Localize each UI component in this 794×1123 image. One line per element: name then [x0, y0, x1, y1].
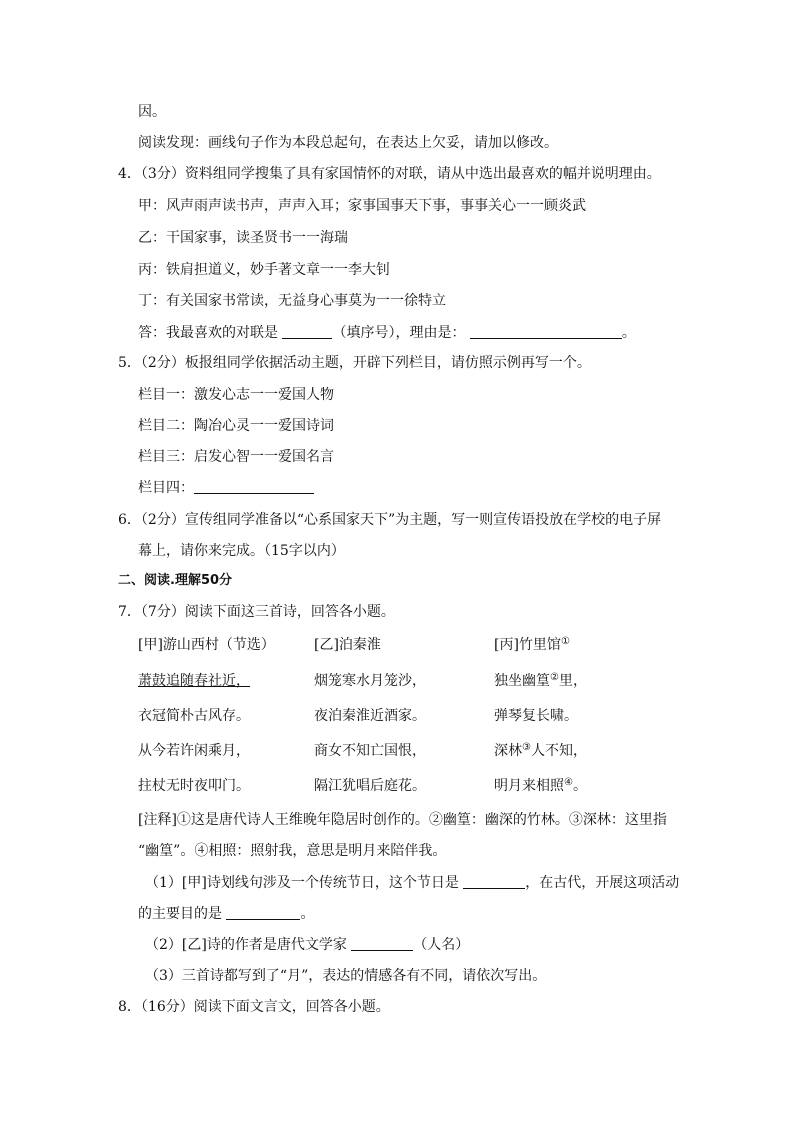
festival-blank[interactable]: [463, 875, 525, 889]
poem-yi-title: [乙]泊秦淮: [314, 637, 381, 653]
question-5: 5．（2分）板报组同学依据活动主题，开辟下列栏目，请仿照示例再写一个。: [118, 355, 591, 371]
poem-yi-line: 夜泊秦淮近酒家。: [314, 708, 426, 724]
poem-bing-title: [丙]竹里馆①: [494, 636, 570, 653]
poem-yi-line: 商女不知亡国恨，: [314, 743, 426, 759]
poem-jia-line: 拄杖无时夜叩门。: [138, 778, 250, 794]
purpose-blank[interactable]: [226, 906, 300, 920]
subquestion-2: [145, 936, 469, 954]
poem-yi-line: 烟笼寒水月笼沙，: [314, 673, 426, 689]
question-7: 7．（7分）阅读下面这三首诗，回答各小题。: [118, 604, 395, 620]
couplet-jia: 甲：风声雨声读书声，声声入耳；家事国事天下事，事事关心一一顾炎武: [138, 198, 586, 214]
poem-bing-line: 深林③人不知，: [494, 742, 587, 759]
answer-blank-reason[interactable]: [470, 325, 622, 339]
poem-jia-line: 衣冠简朴古风存。: [138, 708, 250, 724]
subquestion-1-text-cont: ，在古代，开展这项活动: [525, 875, 680, 891]
subquestion-3: （3）三首诗都写到了“月”，表达的情感各有不同，请依次写出。: [145, 968, 547, 984]
column-1: 栏目一：激发心志一一爱国人物: [138, 387, 334, 403]
subquestion-1-cont: [138, 905, 314, 923]
couplet-yi: 乙：干国家事，读圣贤书一一海瑞: [138, 230, 348, 246]
poem-notes: [注释]①这是唐代诗人王维晚年隐居时创作的。②幽篁：幽深的竹林。③深林：这里指: [138, 812, 667, 828]
couplet-bing: 丙：铁肩担道义，妙手著文章一一李大钊: [138, 262, 390, 278]
question-6: 6．（2分）宣传组同学准备以“心系国家天下”为主题，写一则宣传语投放在学校的电子屏: [118, 512, 662, 528]
answer-end: 。: [621, 325, 636, 341]
poem-jia-underlined-line: 萧鼓追随春社近，: [138, 673, 250, 689]
answer-line: [138, 324, 636, 342]
text-line: 因。: [138, 104, 166, 120]
poem-bing-line: 明月来相照④。: [494, 777, 587, 794]
couplet-ding: 丁：有关国家书常读，无益身心事莫为一一徐特立: [138, 293, 446, 309]
text-line: 阅读发现：画线句子作为本段总起句，在表达上欠妥，请加以修改。: [138, 135, 558, 151]
question-6-cont: 幕上，请你来完成。（15字以内）: [138, 543, 345, 559]
subquestion-1: [145, 874, 679, 892]
answer-prefix: 答：我最喜欢的对联是: [138, 325, 278, 341]
purpose-label: 的主要目的是: [138, 906, 222, 922]
column-4-blank[interactable]: [194, 480, 314, 494]
poem-jia-title: [甲]游山西村（节选）: [138, 637, 275, 653]
subquestion-1-text: （1）[甲]诗划线句涉及一个传统节日，这个节日是: [145, 875, 459, 891]
column-4-label: 栏目四：: [138, 480, 194, 496]
poem-notes-cont: “幽篁”。④相照：照射我，意思是明月来陪伴我。: [138, 843, 447, 859]
poem-yi-line: 隔江犹唱后庭花。: [314, 778, 426, 794]
subquestion-2-suffix: （人名）: [413, 937, 470, 953]
poem-jia-line: 从今若许闲乘月，: [138, 743, 250, 759]
poem-bing-line: 弹琴复长啸。: [494, 708, 578, 724]
column-3: 栏目三：启发心智一一爱国名言: [138, 449, 334, 465]
question-8: 8．（16分）阅读下面文言文，回答各小题。: [118, 999, 390, 1015]
column-2: 栏目二：陶冶心灵一一爱国诗词: [138, 418, 334, 434]
column-4: [138, 479, 314, 497]
question-4: 4．（3分）资料组同学搜集了具有家国情怀的对联，请从中选出最喜欢的幅并说明理由。: [118, 166, 661, 182]
period: 。: [300, 906, 315, 922]
section-heading: 二、阅读.理解50分: [118, 573, 233, 588]
answer-middle: （填序号），理由是：: [332, 325, 466, 341]
author-blank[interactable]: [351, 937, 413, 951]
answer-blank-choice[interactable]: [282, 325, 332, 339]
poem-bing-line: 独坐幽篁②里，: [494, 672, 587, 689]
subquestion-2-text: （2）[乙]诗的作者是唐代文学家: [145, 937, 347, 953]
